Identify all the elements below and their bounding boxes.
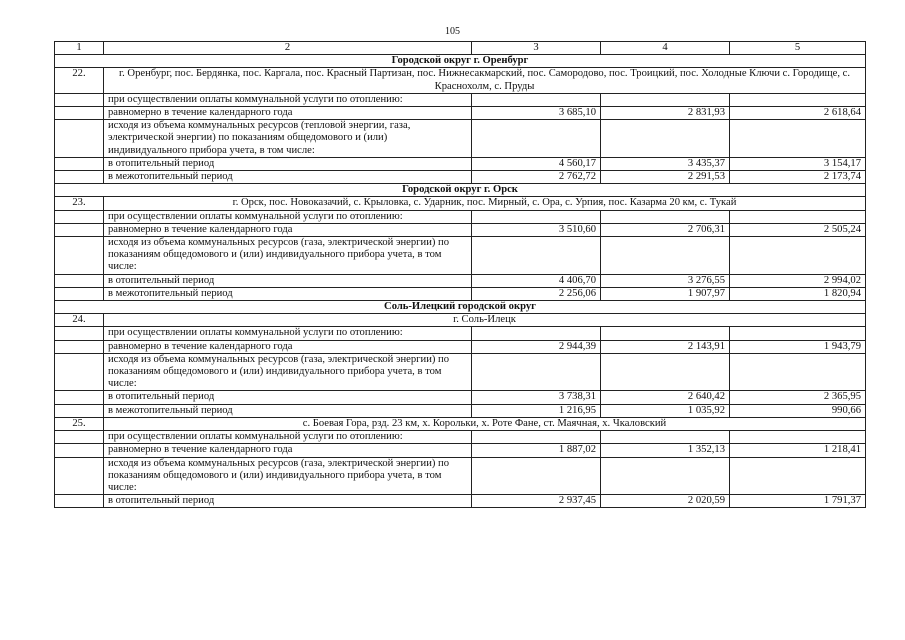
value-cell: 4 406,70: [472, 274, 601, 287]
off-period-label: в межотопительный период: [104, 171, 472, 184]
table-row: [55, 93, 866, 106]
value-cell: 3 435,37: [601, 157, 730, 170]
page-number: 105: [445, 26, 460, 37]
value-cell: 3 738,31: [472, 391, 601, 404]
section-row: [55, 55, 866, 68]
value-cell: 2 937,45: [472, 495, 601, 508]
value-cell: 990,66: [730, 404, 866, 417]
value-cell: 2 618,64: [730, 107, 866, 120]
locality-list: с. Боевая Гора, рзд. 23 км, х. Корольки, х. Роте Фане, ст. Маячная, х. Чкаловский: [104, 417, 866, 430]
value-cell: 1 791,37: [730, 495, 866, 508]
value-cell: 2 944,39: [472, 340, 601, 353]
uniform-label: равномерно в течение календарного года: [104, 223, 472, 236]
value-cell: 2 640,42: [601, 391, 730, 404]
locality-list: г. Соль-Илецк: [104, 314, 866, 327]
value-cell: 3 276,55: [601, 274, 730, 287]
entry-row: [55, 314, 866, 327]
uniform-label: равномерно в течение календарного года: [104, 340, 472, 353]
tariff-table: [54, 41, 866, 508]
value-cell: 4 560,17: [472, 157, 601, 170]
value-cell: 3 685,10: [472, 107, 601, 120]
table-row: [55, 444, 866, 457]
value-cell: 2 706,31: [601, 223, 730, 236]
entry-number: 24.: [55, 314, 104, 327]
value-cell: 2 173,74: [730, 171, 866, 184]
table-row: [55, 274, 866, 287]
heating-period-label: в отопительный период: [104, 391, 472, 404]
value-cell: 2 762,72: [472, 171, 601, 184]
header-col-3: 3: [472, 42, 601, 55]
uniform-label: равномерно в течение календарного года: [104, 444, 472, 457]
table-row: [55, 210, 866, 223]
table-row: [55, 157, 866, 170]
entry-row: [55, 197, 866, 210]
value-cell: 1 907,97: [601, 287, 730, 300]
value-cell: 3 154,17: [730, 157, 866, 170]
table-row: [55, 327, 866, 340]
locality-list: г. Орск, пос. Новоказачий, с. Крыловка, с. Ударник, пос. Мирный, с. Ора, с. Урпия, пос. Казарма 20 км, с. Тукай: [104, 197, 866, 210]
meter-label: исходя из объема коммунальных ресурсов (газа, электрической энергии) по показаниям общедомового и (или) индивидуального прибора учета, в том числе:: [104, 457, 472, 495]
value-cell: 2 831,93: [601, 107, 730, 120]
value-cell: 1 887,02: [472, 444, 601, 457]
table-row: [55, 495, 866, 508]
entry-number: 25.: [55, 417, 104, 430]
value-cell: 2 020,59: [601, 495, 730, 508]
heating-period-label: в отопительный период: [104, 274, 472, 287]
table-row: [55, 171, 866, 184]
heating-intro-label: при осуществлении оплаты коммунальной услуги по отоплению:: [104, 210, 472, 223]
value-cell: 2 291,53: [601, 171, 730, 184]
off-period-label: в межотопительный период: [104, 287, 472, 300]
table-row: [55, 223, 866, 236]
table-row: [55, 353, 866, 391]
heating-intro-label: при осуществлении оплаты коммунальной услуги по отоплению:: [104, 93, 472, 106]
value-cell: 1 820,94: [730, 287, 866, 300]
entry-row: [55, 417, 866, 430]
value-cell: 3 510,60: [472, 223, 601, 236]
header-col-2: 2: [104, 42, 472, 55]
value-cell: 1 035,92: [601, 404, 730, 417]
heating-intro-label: при осуществлении оплаты коммунальной услуги по отоплению:: [104, 431, 472, 444]
heating-intro-label: при осуществлении оплаты коммунальной услуги по отоплению:: [104, 327, 472, 340]
heating-period-label: в отопительный период: [104, 157, 472, 170]
table-row: [55, 287, 866, 300]
section-title: Городской округ г. Оренбург: [55, 55, 866, 68]
table-row: [55, 391, 866, 404]
value-cell: 2 505,24: [730, 223, 866, 236]
header-col-1: 1: [55, 42, 104, 55]
section-row: [55, 301, 866, 314]
table-row: [55, 237, 866, 275]
table-row: [55, 340, 866, 353]
value-cell: 2 365,95: [730, 391, 866, 404]
entry-row: [55, 68, 866, 93]
table-row: [55, 107, 866, 120]
value-cell: 1 218,41: [730, 444, 866, 457]
header-row: [55, 42, 866, 55]
entry-number: 23.: [55, 197, 104, 210]
value-cell: 2 256,06: [472, 287, 601, 300]
value-cell: 1 352,13: [601, 444, 730, 457]
value-cell: 2 143,91: [601, 340, 730, 353]
locality-list: г. Оренбург, пос. Бердянка, пос. Каргала, пос. Красный Партизан, пос. Нижнесакмарский, пос. Самородово, пос. Троицкий, пос. Холодные Ключи с. Городище, с. Краснохолм, с. Пруды: [104, 68, 866, 93]
table-row: [55, 404, 866, 417]
heating-period-label: в отопительный период: [104, 495, 472, 508]
section-title: Городской округ г. Орск: [55, 184, 866, 197]
off-period-label: в межотопительный период: [104, 404, 472, 417]
meter-label: исходя из объема коммунальных ресурсов (тепловой энергии, газа, электрической энергии) по показаниям общедомового и (или) индивидуального прибора учета, в том числе:: [104, 120, 472, 158]
section-title: Соль-Илецкий городской округ: [55, 301, 866, 314]
section-row: [55, 184, 866, 197]
table-row: [55, 431, 866, 444]
meter-label: исходя из объема коммунальных ресурсов (газа, электрической энергии) по показаниям общедомового и (или) индивидуального прибора учета, в том числе:: [104, 237, 472, 275]
uniform-label: равномерно в течение календарного года: [104, 107, 472, 120]
value-cell: 1 216,95: [472, 404, 601, 417]
meter-label: исходя из объема коммунальных ресурсов (газа, электрической энергии) по показаниям общедомового и (или) индивидуального прибора учета, в том числе:: [104, 353, 472, 391]
table-row: [55, 457, 866, 495]
entry-number: 22.: [55, 68, 104, 93]
table-row: [55, 120, 866, 158]
value-cell: 2 994,02: [730, 274, 866, 287]
value-cell: 1 943,79: [730, 340, 866, 353]
header-col-4: 4: [601, 42, 730, 55]
header-col-5: 5: [730, 42, 866, 55]
